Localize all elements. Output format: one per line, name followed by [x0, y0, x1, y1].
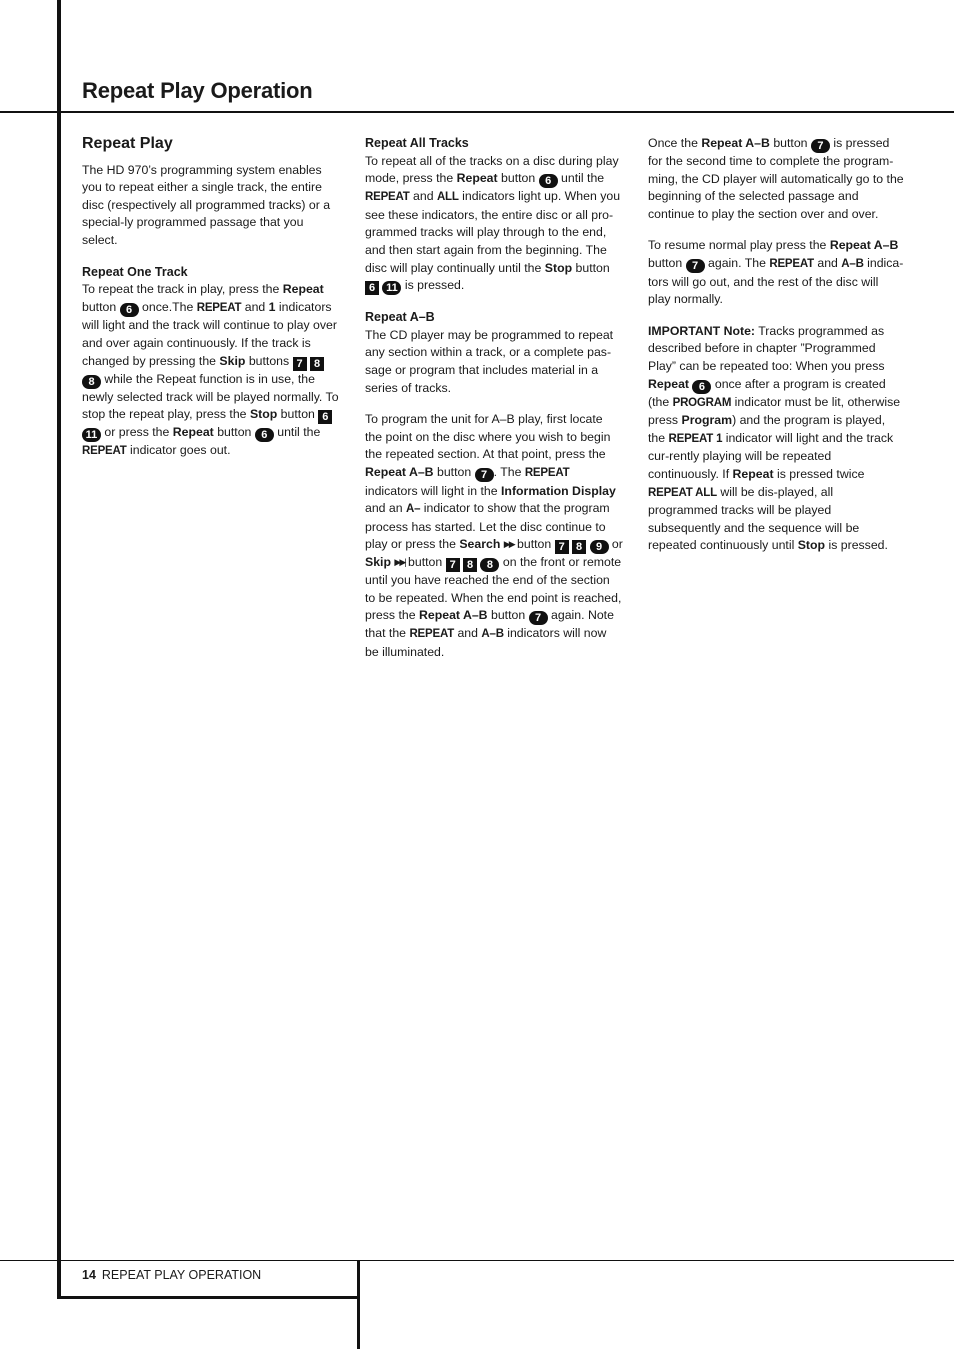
button-7-icon: 7: [811, 139, 830, 153]
button-7-icon: 7: [686, 259, 705, 273]
button-6-square-icon: 6: [365, 281, 379, 295]
resume-normal-play-paragraph: To resume normal play press the Repeat A–B button 7 again. The REPEAT and A–B indica-tors will go out, and the rest of the disc will play normally.: [648, 238, 904, 307]
section-heading-repeat-play: Repeat Play: [82, 135, 173, 152]
ab-indicator: A–B: [481, 628, 504, 641]
button-9-icon: 9: [590, 540, 609, 554]
program-indicator: PROGRAM: [672, 396, 732, 409]
subheading-repeat-one-track: Repeat One Track: [82, 264, 188, 279]
button-6-square-icon: 6: [318, 410, 332, 424]
button-6-icon: 6: [692, 380, 711, 394]
header-rule: [0, 111, 954, 113]
page-title: Repeat Play Operation: [82, 78, 313, 103]
button-7-icon: 7: [529, 611, 548, 625]
intro-paragraph: The HD 970’s programming system enables you to repeat either a single track, the entire disc (respectively all programmed tracks) or a special-ly programmed passage that you select.: [82, 162, 331, 247]
fast-forward-icon: ▶▶: [503, 539, 514, 550]
ab-indicator: A–B: [841, 257, 864, 270]
column-3: [648, 135, 904, 569]
button-8-square-icon: 8: [310, 357, 324, 371]
footer-label: REPEAT PLAY OPERATION: [101, 1268, 262, 1282]
button-11-icon: 11: [382, 281, 401, 295]
repeat-ab-paragraph: To program the unit for A–B play, first locate the point on the disc where you wish to begin the repeated section. At that point, press the Repeat A–B button 7 . The REPEAT indicators will light in the Information Display and an A– indicator to show that the program process has started. Let the disc continue to play or press the Search ▶▶ button 7 8 9 or Skip ▶▶| button 7 8 8 on the front or remote until you have reached the end of the section to be repeated. When the end point is reached, press the Repeat A–B button 7 again. Note that the REPEAT and A–B indicators will now be illuminated.: [365, 412, 623, 660]
button-11-icon: 11: [82, 428, 101, 442]
repeat-indicator: REPEAT: [82, 445, 127, 458]
repeat-all-indicator: REPEAT ALL: [648, 486, 717, 499]
button-6-icon: 6: [120, 303, 139, 317]
button-7-icon: 7: [475, 468, 494, 482]
important-note-paragraph: IMPORTANT Note: Tracks programmed as described before in chapter ”Programmed Play” can be repeated too: When you press Repeat 6 once after a program is created (the PROGRAM indicator must be lit, otherwise press Program) and the program is played, the REPEAT 1 indicator will light and the track cur-rently playing will be repeated continuously. If Repeat is pressed twice REPEAT ALL will be dis-played, all programmed tracks will be played subsequently and the sequence will be repeated continuously until Stop is pressed.: [648, 323, 901, 553]
button-6-icon: 6: [539, 174, 558, 188]
button-8-icon: 8: [480, 558, 499, 572]
button-7-square-icon: 7: [293, 357, 307, 371]
subheading-repeat-a-b: Repeat A–B: [365, 310, 435, 325]
button-7-square-icon: 7: [446, 558, 460, 572]
page-number: 14: [82, 1268, 96, 1282]
button-8-square-icon: 8: [572, 540, 586, 554]
repeat-indicator: REPEAT: [769, 257, 814, 270]
repeat-1-indicator: REPEAT 1: [668, 432, 723, 445]
column-1: [82, 135, 340, 475]
footer-divider-bar: [357, 1261, 360, 1349]
button-8-square-icon: 8: [463, 558, 477, 572]
footer: [82, 1268, 261, 1282]
button-6-icon: 6: [255, 428, 274, 442]
button-8-icon: 8: [82, 375, 101, 389]
subheading-repeat-all-tracks: Repeat All Tracks: [365, 136, 469, 150]
column-2: [365, 135, 623, 676]
skip-forward-icon: ▶▶|: [394, 557, 405, 568]
repeat-indicator: REPEAT: [196, 301, 242, 314]
left-margin-bar: [57, 0, 61, 1299]
repeat-indicator: REPEAT: [365, 191, 410, 204]
all-indicator: ALL: [436, 191, 459, 204]
ab-second-press-paragraph: Once the Repeat A–B button 7 is pressed for the second time to complete the program-ming, the CD player will automatically go to the beginning of the selected passage and continue to play the section over and over.: [648, 136, 904, 221]
a-indicator: A–: [406, 503, 421, 516]
repeat-ab-intro: The CD player may be programmed to repeat any section within a track, or a complete pas-sage or program that includes material in a series of tracks.: [365, 327, 614, 395]
button-7-square-icon: 7: [555, 540, 569, 554]
repeat-all-paragraph: To repeat all of the tracks on a disc during play mode, press the Repeat button 6 until the REPEAT and ALL indicators light up. When you see these indicators, the entire disc or all pro-grammed tracks will play through to the end, and then start again from the beginning. The disc will play continually until the Stop button 6 11 is pressed.: [365, 153, 621, 295]
repeat-indicator: REPEAT: [409, 628, 455, 641]
repeat-indicator: REPEAT: [524, 466, 570, 479]
repeat-one-track-paragraph: To repeat the track in play, press the Repeat button 6 once.The REPEAT and 1 indicators will light and the track will continue to play over and over again continuously. If the track is changed by pressing the Skip buttons 7 8 8 while the Repeat function is in use, the newly selected track will be played normally. To stop the repeat play, press the Stop button 6 11 or press the Repeat button 6 until the REPEAT indicator goes out.: [82, 282, 339, 458]
